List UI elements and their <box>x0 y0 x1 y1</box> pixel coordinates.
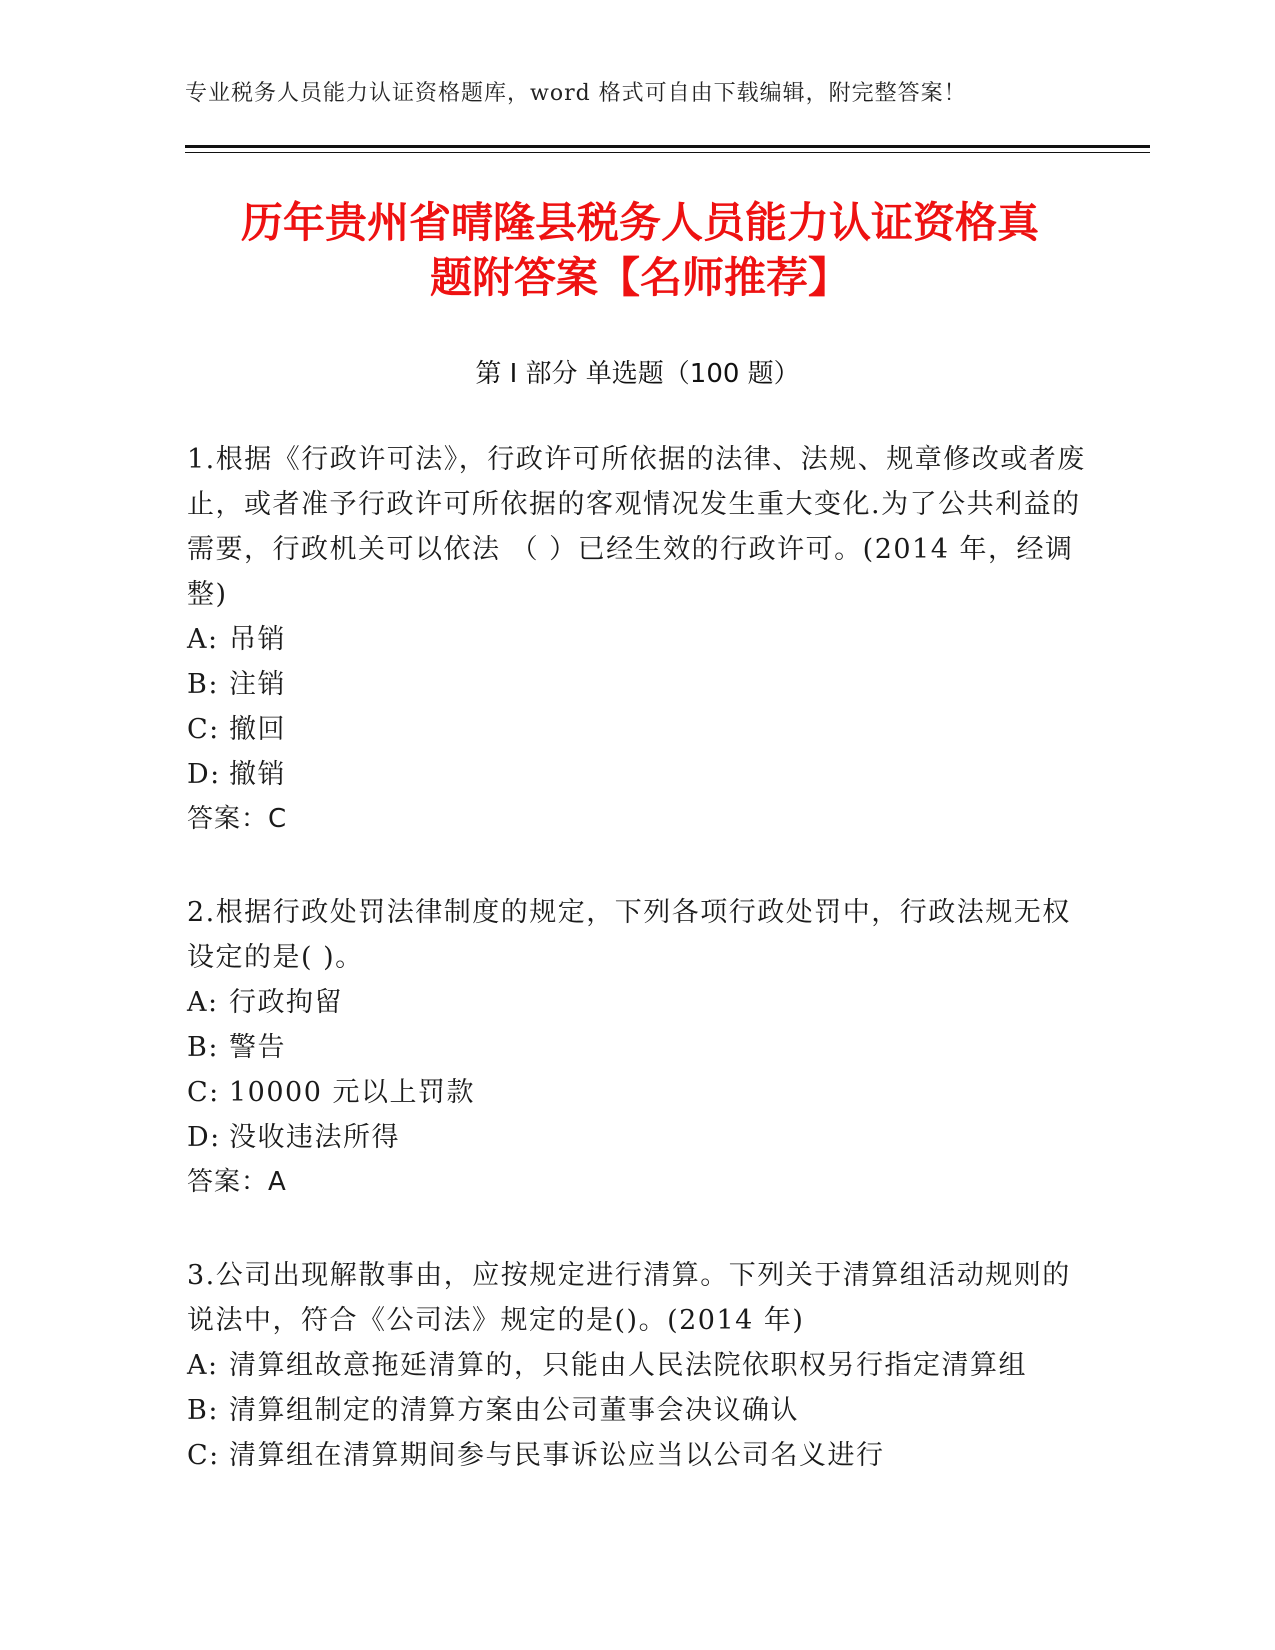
question-3 <box>187 1253 1087 1478</box>
option-text: 吊销 <box>229 624 286 655</box>
option-d <box>187 1115 1087 1160</box>
section-heading: 第 I 部分 单选题（100 题） <box>475 359 800 389</box>
option-text: 撤回 <box>229 714 286 745</box>
option-c <box>187 1070 1087 1115</box>
option-b <box>187 1388 1087 1433</box>
header-divider-thin <box>185 152 1150 153</box>
option-letter: A: <box>187 624 219 655</box>
option-text: 注销 <box>229 669 286 700</box>
option-letter: B: <box>187 669 219 700</box>
option-c <box>187 707 1087 752</box>
option-letter: B: <box>187 1032 219 1063</box>
option-letter: D: <box>187 759 221 790</box>
option-b <box>187 662 1087 707</box>
option-letter: C: <box>187 1077 220 1108</box>
option-c <box>187 1433 1087 1478</box>
option-letter: C: <box>187 1440 220 1471</box>
option-letter: A: <box>187 987 219 1018</box>
option-letter: D: <box>187 1122 221 1153</box>
question-2 <box>187 890 1087 1205</box>
option-text: 清算组故意拖延清算的，只能由人民法院依职权另行指定清算组 <box>229 1350 1027 1381</box>
option-b <box>187 1025 1087 1070</box>
answer-line: 答案：A <box>187 1167 287 1197</box>
question-list <box>187 437 1087 1526</box>
title-line-1: 历年贵州省晴隆县税务人员能力认证资格真 <box>240 198 1039 247</box>
option-letter: B: <box>187 1395 219 1426</box>
question-1 <box>187 437 1087 842</box>
question-text: 2.根据行政处罚法律制度的规定，下列各项行政处罚中，行政法规无权设定的是( )。 <box>187 897 1071 973</box>
document-title <box>185 195 1095 305</box>
option-text: 清算组制定的清算方案由公司董事会决议确认 <box>229 1395 799 1426</box>
option-a <box>187 980 1087 1025</box>
option-text: 行政拘留 <box>229 987 343 1018</box>
option-letter: A: <box>187 1350 219 1381</box>
question-text: 1.根据《行政许可法》，行政许可所依据的法律、法规、规章修改或者废止，或者准予行政许可所依据的客观情况发生重大变化.为了公共利益的需要，行政机关可以依法 （ ）已经生效的行政许可。(2014 年，经调整) <box>187 444 1086 610</box>
option-a <box>187 617 1087 662</box>
option-text: 10000 元以上罚款 <box>229 1077 475 1108</box>
option-a <box>187 1343 1087 1388</box>
option-letter: C: <box>187 714 220 745</box>
answer-line: 答案：C <box>187 804 288 834</box>
question-text: 3.公司出现解散事由，应按规定进行清算。下列关于清算组活动规则的说法中，符合《公司法》规定的是()。(2014 年) <box>187 1260 1071 1336</box>
option-text: 撤销 <box>229 759 286 790</box>
option-text: 清算组在清算期间参与民事诉讼应当以公司名义进行 <box>229 1440 885 1471</box>
header-divider-thick <box>185 145 1150 148</box>
option-text: 没收违法所得 <box>229 1122 400 1153</box>
option-d <box>187 752 1087 797</box>
title-line-2: 题附答案【名师推荐】 <box>429 253 850 302</box>
header-note: 专业税务人员能力认证资格题库，word 格式可自由下载编辑，附完整答案！ <box>185 81 967 106</box>
option-text: 警告 <box>229 1032 286 1063</box>
